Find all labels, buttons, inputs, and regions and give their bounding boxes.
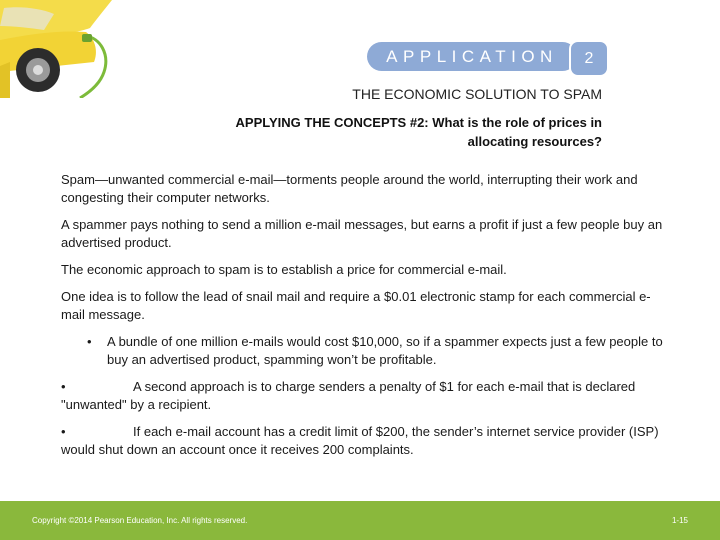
bullet-text: If each e-mail account has a credit limit of $200, the sender’s internet service provider (ISP) would shut down an account once it receives 200 complaints. — [61, 424, 659, 457]
paragraph: Spam—unwanted commercial e-mail—torments people around the world, interrupting their work and congesting their computer networks. — [61, 172, 638, 205]
footer-bar — [0, 501, 720, 540]
concepts-heading-line-2: allocating resources? — [467, 134, 602, 149]
paragraph: One idea is to follow the lead of snail mail and require a $0.01 electronic stamp for each commercial e-mail message. — [61, 289, 651, 322]
bullet-item — [61, 423, 671, 459]
bullet-item — [61, 378, 671, 414]
bullet-icon: • — [87, 334, 92, 349]
sub-bullet-item — [61, 333, 671, 369]
slide-body — [61, 171, 671, 468]
electric-car-charging-icon — [0, 0, 112, 98]
application-label: APPLICATION — [367, 42, 577, 71]
concepts-heading-line-1: APPLYING THE CONCEPTS #2: What is the role of prices in — [235, 115, 602, 130]
paragraph: A spammer pays nothing to send a million e-mail messages, but earns a profit if just a few people buy an advertised product. — [61, 217, 663, 250]
slide-number: 1-15 — [671, 516, 688, 525]
concepts-heading — [182, 113, 602, 151]
bullet-icon: • — [61, 424, 66, 439]
bullet-text: A second approach is to charge senders a penalty of $1 for each e-mail that is declared "unwanted" by a recipient. — [61, 379, 636, 412]
bullet-icon: • — [61, 379, 66, 394]
sub-bullet-text: A bundle of one million e-mails would cost $10,000, so if a spammer expects just a few people to buy an advertised product, spamming won’t be profitable. — [107, 334, 663, 367]
copyright-text: Copyright ©2014 Pearson Education, Inc. All rights reserved. — [32, 516, 248, 525]
paragraph: The economic approach to spam is to establish a price for commercial e-mail. — [61, 262, 507, 277]
page-title: THE ECONOMIC SOLUTION TO SPAM — [352, 86, 602, 102]
application-number-badge: 2 — [569, 40, 609, 77]
